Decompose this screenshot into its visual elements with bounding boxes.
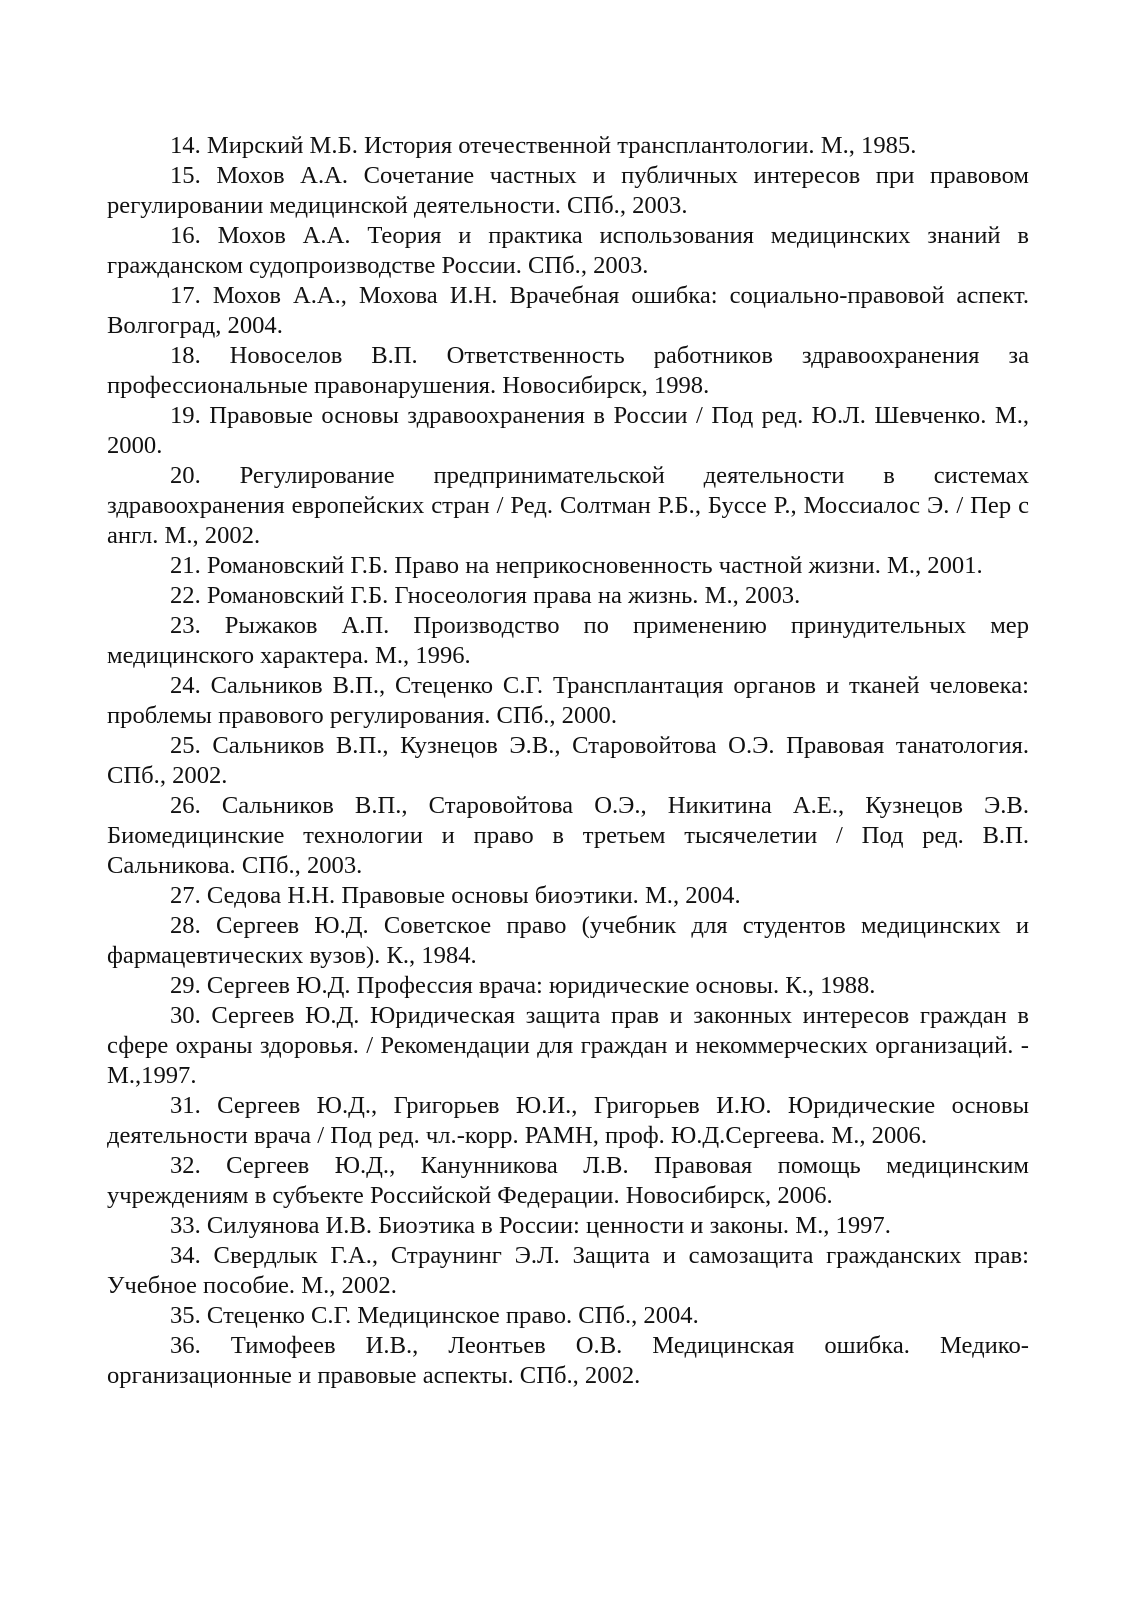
reference-item: 15. Мохов А.А. Сочетание частных и публичных интересов при правовом регулировании медицинской деятельности. СПб., 2003. [107,162,1029,219]
reference-item: 19. Правовые основы здравоохранения в России / Под ред. Ю.Л. Шевченко. М., 2000. [107,402,1029,459]
reference-item: 29. Сергеев Ю.Д. Профессия врача: юридические основы. К., 1988. [170,972,876,999]
reference-item: 26. Сальников В.П., Старовойтова О.Э., Никитина А.Е., Кузнецов Э.В. Биомедицинские технологии и право в третьем тысячелетии / Под ред. В.П. Сальникова. СПб., 2003. [107,792,1029,879]
reference-item: 35. Стеценко С.Г. Медицинское право. СПб., 2004. [170,1302,699,1329]
reference-item: 16. Мохов А.А. Теория и практика использования медицинских знаний в гражданском судопроизводстве России. СПб., 2003. [107,222,1029,279]
reference-item: 25. Сальников В.П., Кузнецов Э.В., Старовойтова О.Э. Правовая танатология. СПб., 2002. [107,732,1029,789]
reference-item: 21. Романовский Г.Б. Право на неприкосновенность частной жизни. М., 2001. [170,552,983,579]
reference-item: 14. Мирский М.Б. История отечественной трансплантологии. М., 1985. [170,132,917,159]
reference-item: 24. Сальников В.П., Стеценко С.Г. Трансплантация органов и тканей человека: проблемы правового регулирования. СПб., 2000. [107,672,1029,729]
reference-item: 17. Мохов А.А., Мохова И.Н. Врачебная ошибка: социально-правовой аспект. Волгоград, 2004. [107,282,1029,339]
reference-item: 31. Сергеев Ю.Д., Григорьев Ю.И., Григорьев И.Ю. Юридические основы деятельности врача / Под ред. чл.-корр. РАМН, проф. Ю.Д.Сергеева. М., 2006. [107,1092,1029,1149]
reference-item: 28. Сергеев Ю.Д. Советское право (учебник для студентов медицинских и фармацевтических вузов). К., 1984. [107,912,1029,969]
reference-item: 20. Регулирование предпринимательской деятельности в системах здравоохранения европейских стран / Ред. Солтман Р.Б., Буссе Р., Моссиалос Э. / Пер с англ. М., 2002. [107,462,1029,549]
reference-item: 34. Свердлык Г.А., Страунинг Э.Л. Защита и самозащита гражданских прав: Учебное пособие. М., 2002. [107,1242,1029,1299]
reference-item: 18. Новоселов В.П. Ответственность работников здравоохранения за профессиональные правонарушения. Новосибирск, 1998. [107,342,1029,399]
reference-item: 36. Тимофеев И.В., Леонтьев О.В. Медицинская ошибка. Медико-организационные и правовые аспекты. СПб., 2002. [107,1332,1029,1389]
reference-item: 32. Сергеев Ю.Д., Канунникова Л.В. Правовая помощь медицинским учреждениям в субъекте Российской Федерации. Новосибирск, 2006. [107,1152,1029,1209]
reference-list [107,131,1029,1391]
reference-item: 27. Седова Н.Н. Правовые основы биоэтики. М., 2004. [170,882,741,909]
reference-item: 22. Романовский Г.Б. Гносеология права на жизнь. М., 2003. [170,582,801,609]
reference-item: 33. Силуянова И.В. Биоэтика в России: ценности и законы. М., 1997. [170,1212,891,1239]
reference-item: 23. Рыжаков А.П. Производство по применению принудительных мер медицинского характера. М., 1996. [107,612,1029,669]
reference-item: 30. Сергеев Ю.Д. Юридическая защита прав и законных интересов граждан в сфере охраны здоровья. / Рекомендации для граждан и некоммерческих организаций. - М.,1997. [107,1002,1029,1089]
